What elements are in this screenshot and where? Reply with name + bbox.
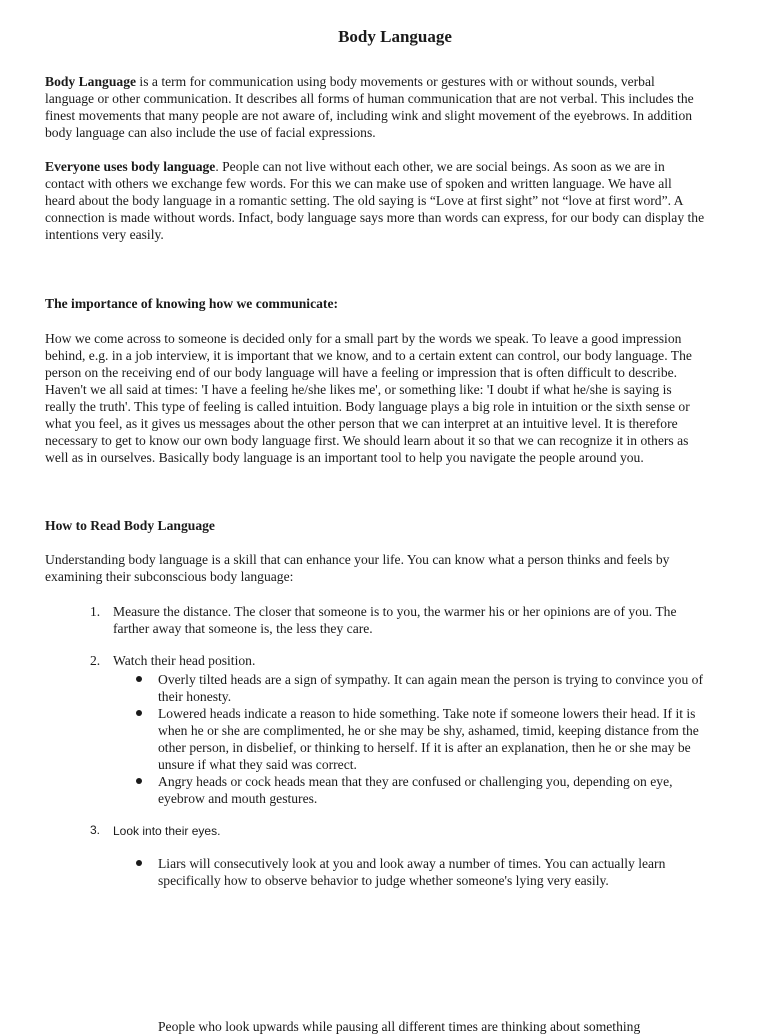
cutoff-line (158, 1016, 718, 1034)
bullet-item (113, 705, 705, 773)
importance-paragraph: How we come across to someone is decided only for a small part by the words we speak. To leave a good impression behind, e.g. in a job interview, it is important that we know, and to a certain extent can control, our body language. The person on the receiving end of our body language will have a feeling or impression that is often difficult to describe. Haven't we all said at times: 'I have a feeling he/she likes me', or something like: 'I doubt if what he/she is saying is really the truth'. This type of feeling is called intuition. Body language plays a big role in intuition or the sixth sense or what you feel, as it gives us messages about the other person that we can interpret at an intuitive level. It is therefore necessary to get to know our own body language first. We should learn about it so that we can recognize it in others as well as in ourselves. Basically body language is an important tool to help you navigate the people around you. (45, 331, 692, 465)
bullet-icon (136, 710, 142, 716)
bullet-icon (136, 778, 142, 784)
list-item (45, 603, 705, 637)
list-text: Look into their eyes. (113, 824, 221, 838)
list-number: 1. (90, 604, 101, 619)
bullet-item (113, 773, 705, 807)
bullet-icon (136, 860, 142, 866)
everyone-paragraph (45, 158, 705, 243)
bullet-text: Angry heads or cock heads mean that they are confused or challenging you, depending on eye, eyebrow and mouth gestures. (158, 774, 673, 806)
list-number: 3. (90, 823, 101, 837)
read-heading: How to Read Body Language (45, 518, 215, 533)
cutoff-text: People who look upwards while pausing all different times are thinking about something (158, 1019, 641, 1034)
read-paragraph: Understanding body language is a skill that can enhance your life. You can know what a person thinks and feels by examining their subconscious body language: (45, 552, 670, 584)
intro-paragraph (45, 73, 705, 141)
importance-heading: The importance of knowing how we communicate: (45, 296, 339, 311)
everyone-lead: Everyone uses body language (45, 159, 216, 174)
bullet-text: Lowered heads indicate a reason to hide something. Take note if someone lowers their head. If it is when he or she are complimented, he or she may be shy, ashamed, timid, keeping distance from the other person, in disbelief, or thinking to herself. If it is after an explanation, then he or she may be unsure if what they said was correct. (158, 706, 699, 772)
list-text: Watch their head position. (113, 653, 256, 668)
bullet-item (113, 855, 705, 889)
bullet-item (113, 671, 705, 705)
bullet-icon (136, 676, 142, 682)
steps-list (45, 603, 705, 889)
intro-text: is a term for communication using body movements or gestures with or without sounds, verbal language or other communication. It describes all forms of human communication that are not verbal. This includes the finest movements that many people are not aware of, including wink and slight movement of the eyebrows. In addition body language can also include the use of facial expressions. (45, 74, 694, 140)
eyes-bullets (113, 855, 705, 889)
document-page (45, 22, 705, 889)
list-number: 2. (90, 653, 101, 668)
list-text: Measure the distance. The closer that someone is to you, the warmer his or her opinions are of you. The farther away that someone is, the less they care. (113, 604, 677, 636)
list-item (45, 822, 705, 889)
list-item (45, 652, 705, 807)
bullet-text: Overly tilted heads are a sign of sympathy. It can again mean the person is trying to convince you of their honesty. (158, 672, 703, 704)
head-bullets (113, 671, 705, 807)
document-title: Body Language (338, 27, 452, 46)
everyone-text: . People can not live without each other, we are social beings. As soon as we are in contact with others we exchange few words. For this we can make use of spoken and written language. We have all heard about the body language in a romantic setting. The old saying is “Love at first sight” not “love at first word”. A connection is made without words. Infact, body language says more than words can express, for our body can display the intentions very easily. (45, 159, 705, 242)
bullet-text: Liars will consecutively look at you and look away a number of times. You can actually learn specifically how to observe behavior to judge whether someone's lying very easily. (158, 856, 666, 888)
intro-lead: Body Language (45, 74, 137, 89)
